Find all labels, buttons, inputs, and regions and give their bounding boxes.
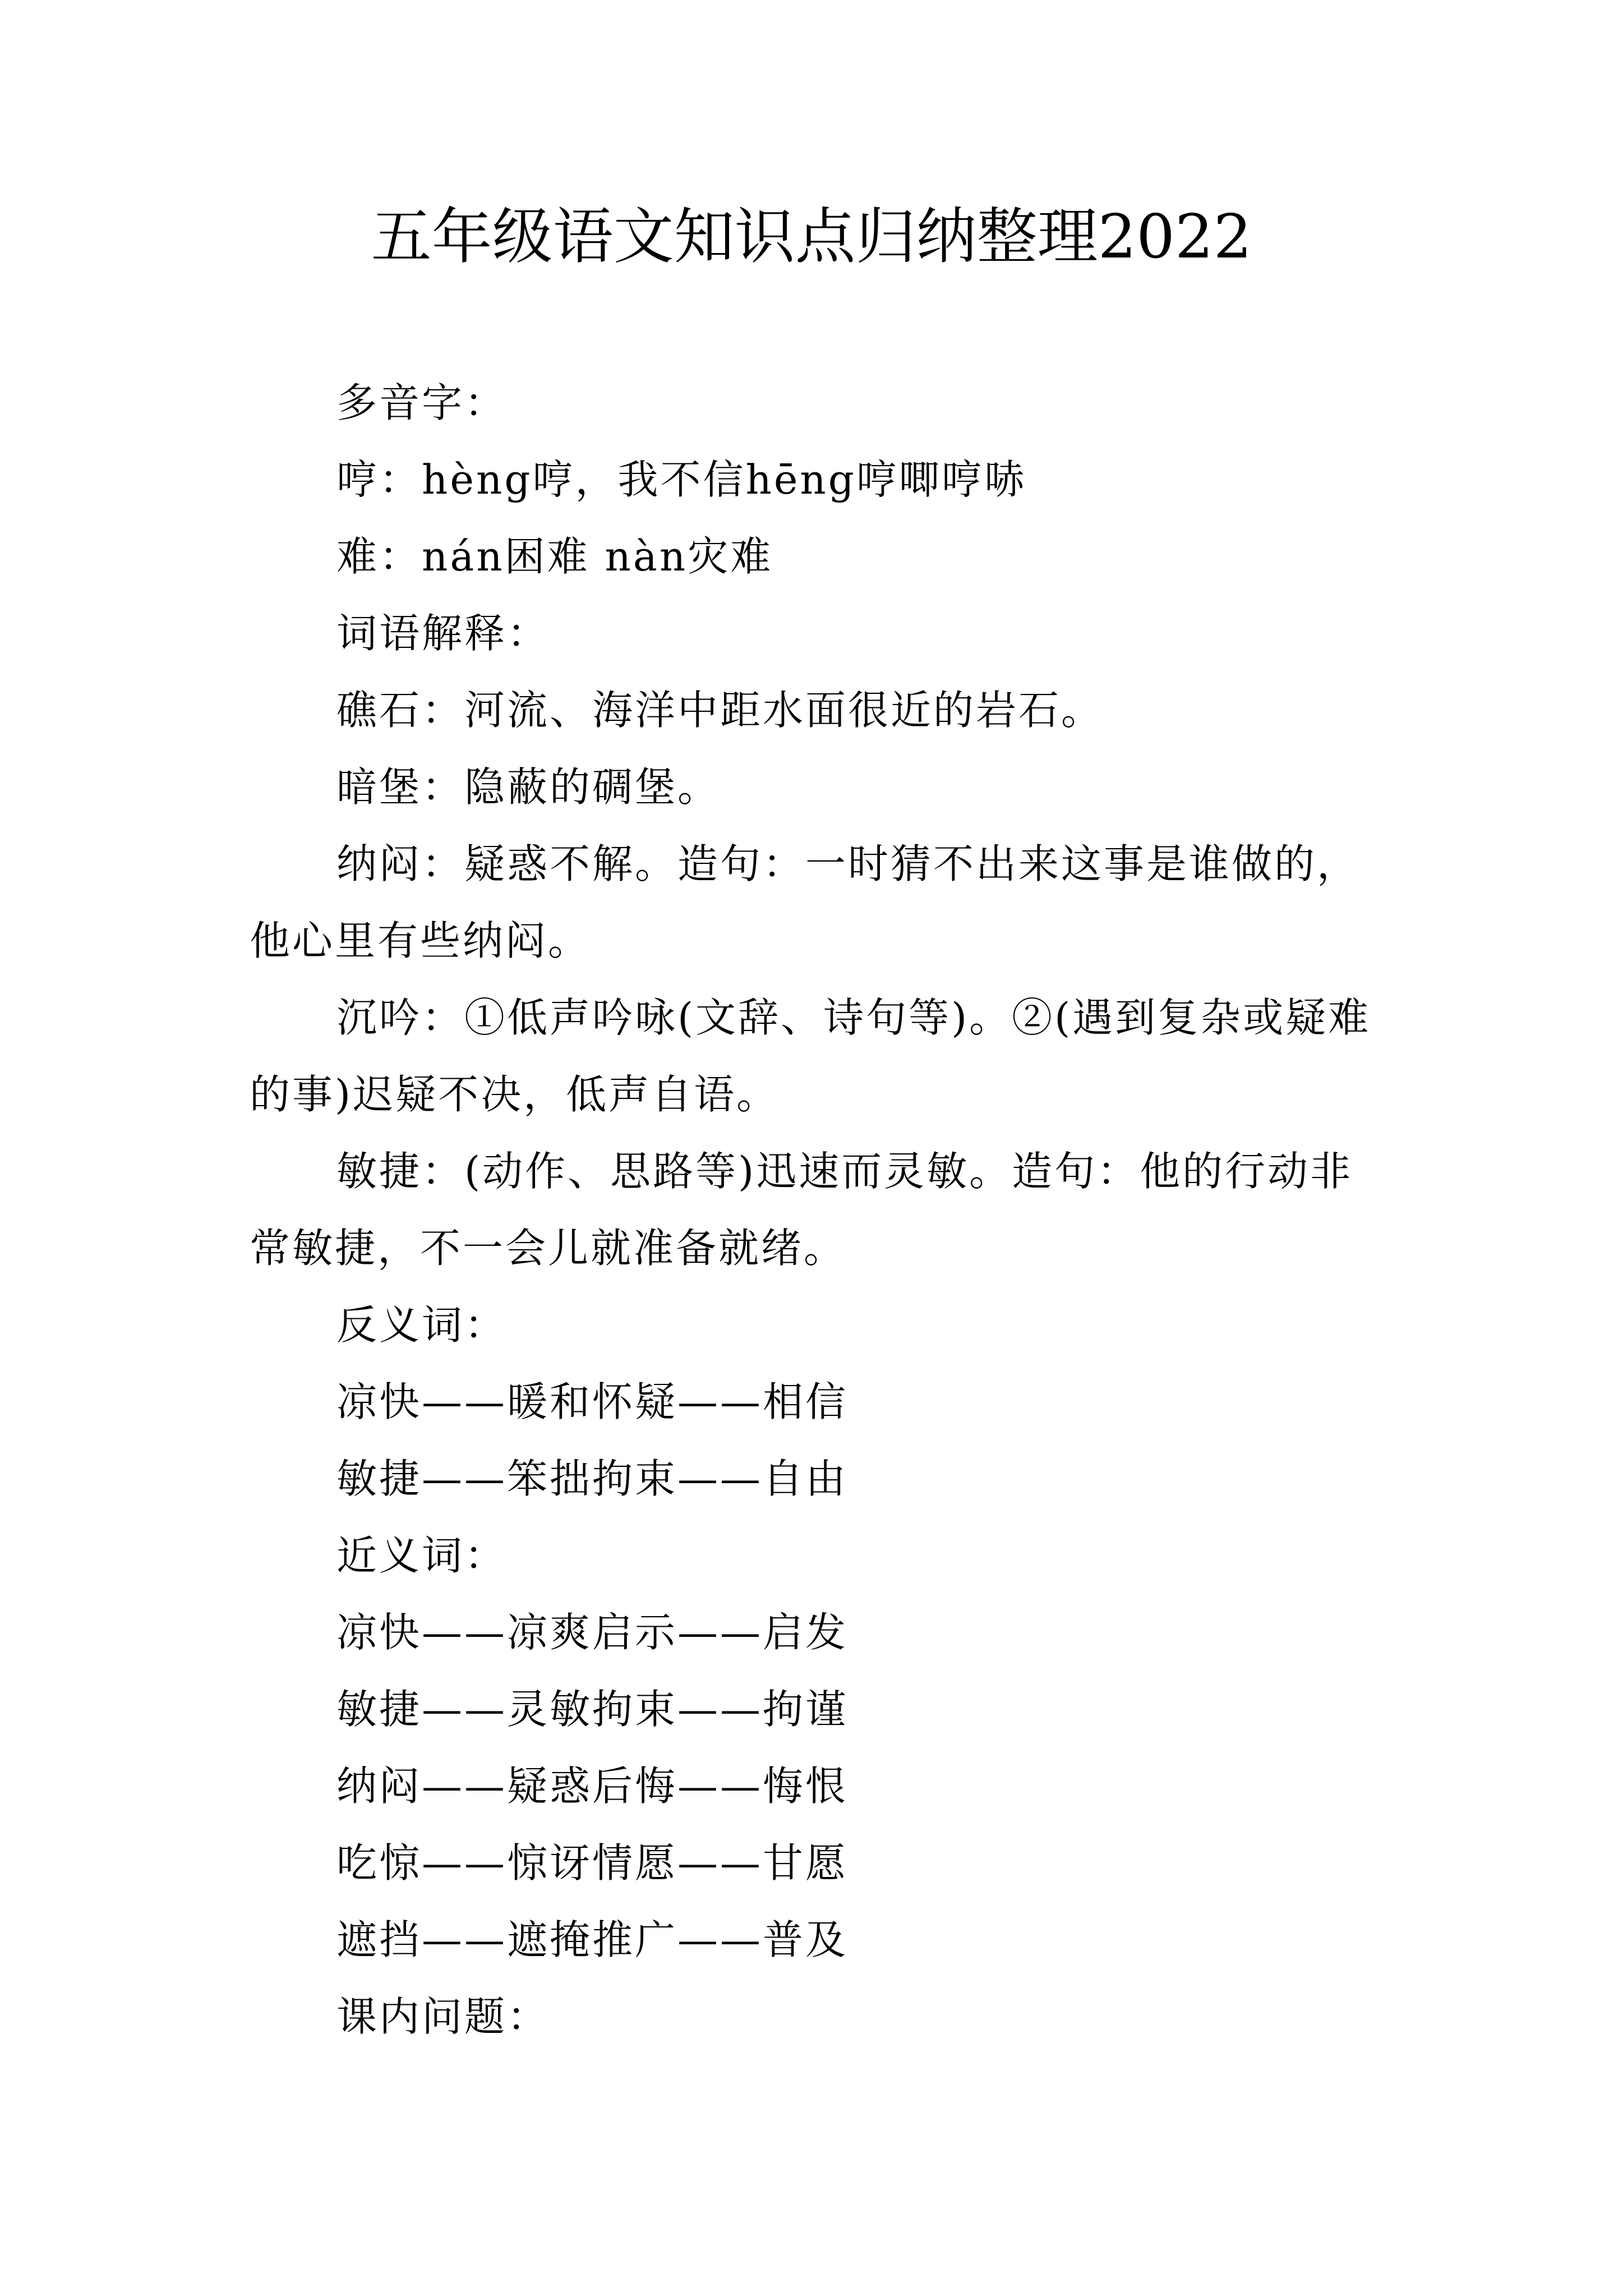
entry-nan: 难：nán困难 nàn灾难 — [336, 533, 773, 580]
heading-text-questions: 课内问题： — [336, 1993, 550, 2040]
heading-polyphonic: 多音字： — [336, 379, 508, 426]
synonym-line-4: 吃惊——惊讶情愿——甘愿 — [336, 1839, 849, 1887]
document-title: 五年级语文知识点归纳整理2022 — [371, 202, 1252, 272]
entry-heng: 哼：hèng哼，我不信hēng哼唧哼哧 — [336, 456, 1027, 503]
antonym-line-1: 凉快——暖和怀疑——相信 — [336, 1378, 849, 1425]
antonym-line-2: 敏捷——笨拙拘束——自由 — [336, 1455, 849, 1502]
entry-jiaoshi: 礁石：河流、海洋中距水面很近的岩石。 — [336, 687, 1104, 734]
heading-antonyms: 反义词： — [336, 1301, 508, 1349]
synonym-line-2: 敏捷——灵敏拘束——拘谨 — [336, 1686, 849, 1733]
entry-chenyin: 沉吟：①低声吟咏(文辞、诗句等)。②(遇到复杂或疑难的事)迟疑不决，低声自语。 — [250, 994, 1371, 1118]
document-body — [250, 365, 1394, 2055]
synonym-line-5: 遮挡——遮掩推广——普及 — [336, 1916, 849, 1963]
entry-namen: 纳闷：疑惑不解。造句：一时猜不出来这事是谁做的，他心里有些纳闷。 — [250, 840, 1360, 964]
synonym-line-3: 纳闷——疑惑后悔——悔恨 — [336, 1763, 849, 1810]
heading-synonyms: 近义词： — [336, 1532, 508, 1579]
entry-anbao: 暗堡：隐蔽的碉堡。 — [336, 763, 721, 811]
heading-word-explanations: 词语解释： — [336, 610, 550, 657]
entry-minjie: 敏捷：(动作、思路等)迅速而灵敏。造句：他的行动非常敏捷，不一会儿就准备就绪。 — [250, 1148, 1353, 1272]
synonym-line-1: 凉快——凉爽启示——启发 — [336, 1609, 849, 1656]
